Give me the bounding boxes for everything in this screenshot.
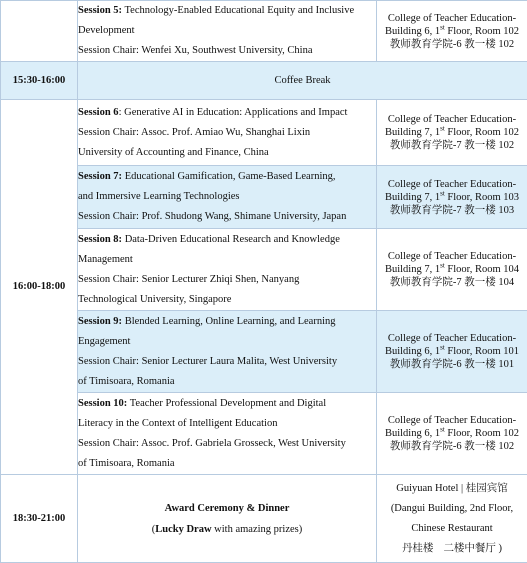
table-row-session-8 (1, 229, 527, 311)
session-10-cell: Session 10: Teacher Professional Development and Digital Literacy in the Context of Intelligent Education Session Chair: Assoc. Prof. Gabriela Grosseck, West University of Timisoara, Romania (78, 393, 377, 475)
session-5-cell (78, 1, 377, 62)
session-9-title: Session 9: Blended Learning, Online Learning, and Learning (78, 312, 376, 332)
session-8-room: College of Teacher Education- Building 7, 1st Floor, Room 104 教师教育学院-7 教一楼 104 (377, 229, 527, 311)
session-5-chair: Session Chair: Wenfei Xu, Southwest University, China (78, 41, 376, 61)
time-cell-empty (1, 1, 78, 62)
session-7-title: Session 7: Educational Gamification, Game-Based Learning, (78, 167, 376, 187)
table-row-session-9 (1, 311, 527, 393)
table-row-session-5 (1, 1, 527, 62)
session-10-title: Session 10: Teacher Professional Development and Digital (78, 394, 376, 414)
award-title: Award Ceremony & Dinner (78, 498, 376, 519)
venue-chinese: 丹桂楼 二楼中餐厅 ) (377, 539, 527, 559)
table-row-session-10 (1, 393, 527, 475)
session-7-cell: Session 7: Educational Gamification, Game-Based Learning, and Immersive Learning Technologies Session Chair: Prof. Shudong Wang, Shimane University, Japan (78, 166, 377, 229)
session-10-room: College of Teacher Education- Building 6, 1st Floor, Room 102 教师教育学院-6 教一楼 102 (377, 393, 527, 475)
coffee-break-time: 15:30-16:00 (1, 62, 78, 100)
session-9-cell: Session 9: Blended Learning, Online Learning, and Learning Engagement Session Chair: Senior Lecturer Laura Malita, West University of Timisoara, Romania (78, 311, 377, 393)
table-row-session-7 (1, 166, 527, 229)
award-subtitle: (Lucky Draw with amazing prizes) (78, 519, 376, 540)
session-7-room: College of Teacher Education- Building 7, 1st Floor, Room 103 教师教育学院-7 教一楼 103 (377, 166, 527, 229)
session-5-room: College of Teacher Education- Building 6, 1st Floor, Room 102 教师教育学院-6 教一楼 102 (377, 1, 527, 62)
award-venue: Guiyuan Hotel | 桂园宾馆 (Dangui Building, 2nd Floor, Chinese Restaurant 丹桂楼 二楼中餐厅 ) (377, 475, 527, 563)
session-6-room: College of Teacher Education- Building 7, 1st Floor, Room 102 教师教育学院-7 教一楼 102 (377, 100, 527, 166)
award-cell (78, 475, 377, 563)
session-8-title: Session 8: Data-Driven Educational Research and Knowledge (78, 230, 376, 250)
room-line-2: Building 6, 1st Floor, Room 102 (377, 25, 527, 38)
coffee-break-label: Coffee Break (78, 62, 527, 100)
award-time: 18:30-21:00 (1, 475, 78, 563)
table-row-session-6 (1, 100, 527, 166)
table-row-coffee-break (1, 62, 527, 100)
session-6-cell: Session 6: Generative AI in Education: Applications and Impact Session Chair: Assoc. Prof. Amiao Wu, Shanghai Lixin University of Accounting and Finance, China (78, 100, 377, 166)
session-8-cell: Session 8: Data-Driven Educational Research and Knowledge Management Session Chair: Senior Lecturer Zhiqi Shen, Nanyang Technological University, Singapore (78, 229, 377, 311)
session-9-room: College of Teacher Education- Building 6, 1st Floor, Room 101 教师教育学院-6 教一楼 101 (377, 311, 527, 393)
session-6-title: Session 6: Generative AI in Education: Applications and Impact (78, 103, 376, 123)
block-time-16-18: 16:00-18:00 (1, 100, 78, 475)
session-5-title: Session 5: Technology-Enabled Educational Equity and Inclusive Development (78, 1, 376, 41)
table-row-award-ceremony (1, 475, 527, 563)
